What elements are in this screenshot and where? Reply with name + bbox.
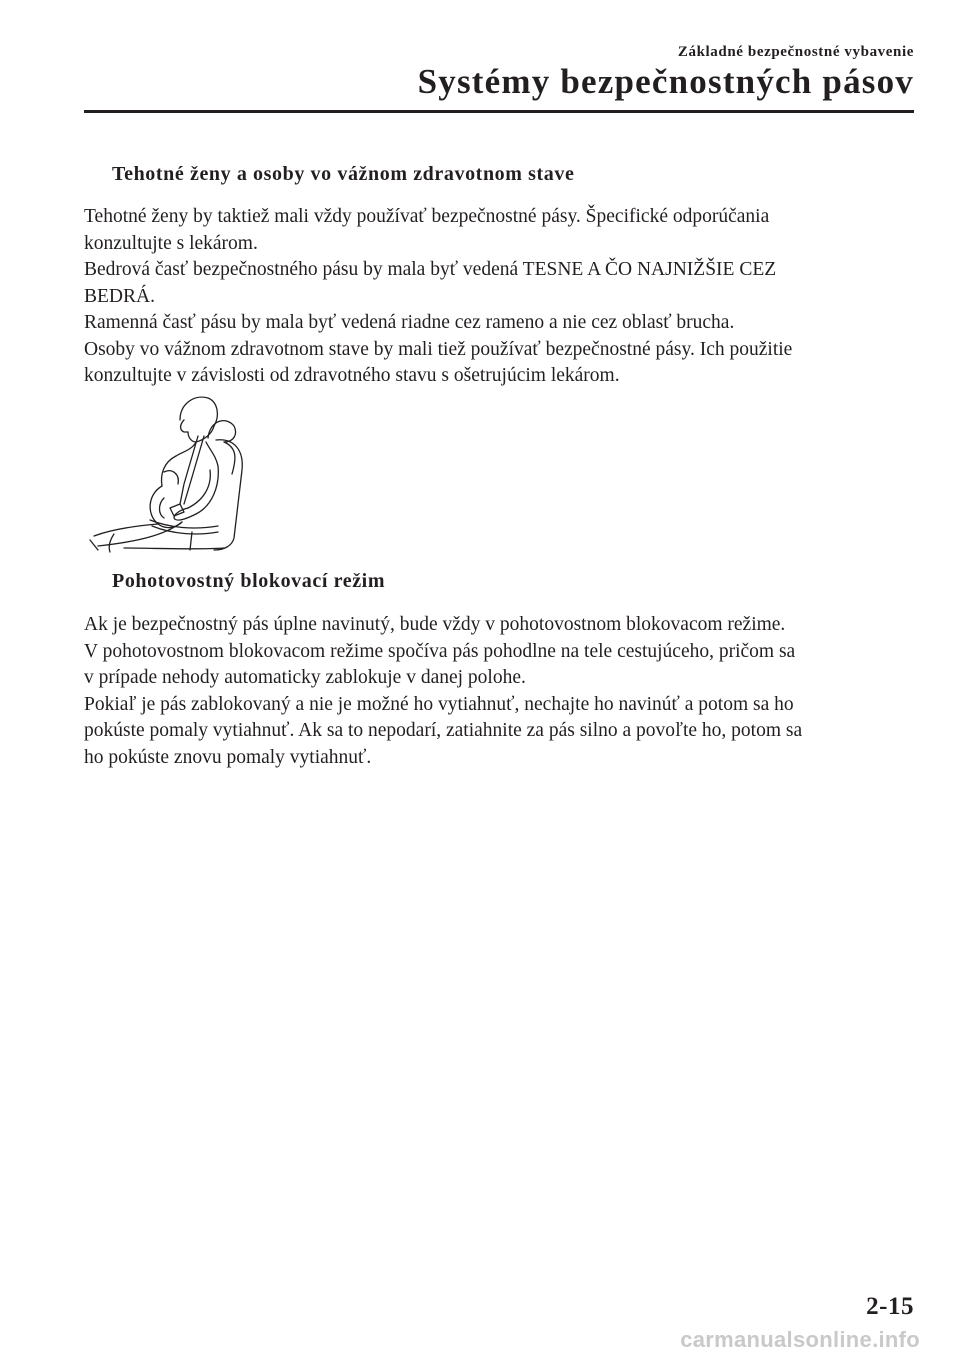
body-line: Ramenná časť pásu by mala byť vedená riadne cez rameno a nie cez oblasť brucha. (84, 312, 735, 333)
section-heading-emergency-lock: Pohotovostný blokovací režim (112, 570, 386, 592)
body-line: V pohotovostnom blokovacom režime spočíva pás pohodlne na tele cestujúceho, pričom sa (84, 640, 796, 662)
pregnant-woman-seatbelt-icon (84, 390, 254, 555)
body-line: Bedrová časť bezpečnostného pásu by mala byť vedená TESNE A ČO NAJNIŽŠIE CEZ (84, 259, 777, 280)
watermark-link[interactable]: carmanualsonline.info (680, 1327, 920, 1352)
body-line: konzultujte v závislosti od zdravotného stavu s ošetrujúcim lekárom. (84, 365, 620, 386)
body-line: Ak je bezpečnostný pás úplne navinutý, bude vždy v pohotovostnom blokovacom režime. (84, 614, 786, 635)
body-line: ho pokúste znovu pomaly vytiahnuť. (84, 746, 372, 768)
header-divider (84, 110, 914, 113)
body-line: konzultujte s lekárom. (84, 232, 258, 254)
section-heading-pregnant: Tehotné ženy a osoby vo vážnom zdravotnom stave (112, 163, 575, 185)
section-body-emergency-lock (84, 612, 894, 771)
body-line: Osoby vo vážnom zdravotnom stave by mali tiež používať bezpečnostné pásy. Ich použitie (84, 338, 793, 360)
body-line: Tehotné ženy by taktiež mali vždy používať bezpečnostné pásy. Špecifické odporúčania (84, 206, 770, 227)
section-body-pregnant (84, 204, 894, 390)
chapter-title: Základné bezpečnostné vybavenie (677, 44, 914, 60)
body-line: BEDRÁ. (84, 285, 155, 307)
page-title: Systémy bezpečnostných pásov (417, 62, 914, 101)
body-line: Pokiaľ je pás zablokovaný a nie je možné ho vytiahnuť, nechajte ho navinúť a potom sa ho (84, 693, 794, 715)
body-line: pokúste pomaly vytiahnuť. Ak sa to nepodarí, zatiahnite za pás silno a povoľte ho, potom sa (84, 720, 803, 741)
page-number: 2-15 (866, 1293, 914, 1320)
body-line: v prípade nehody automaticky zablokuje v danej polohe. (84, 667, 526, 688)
